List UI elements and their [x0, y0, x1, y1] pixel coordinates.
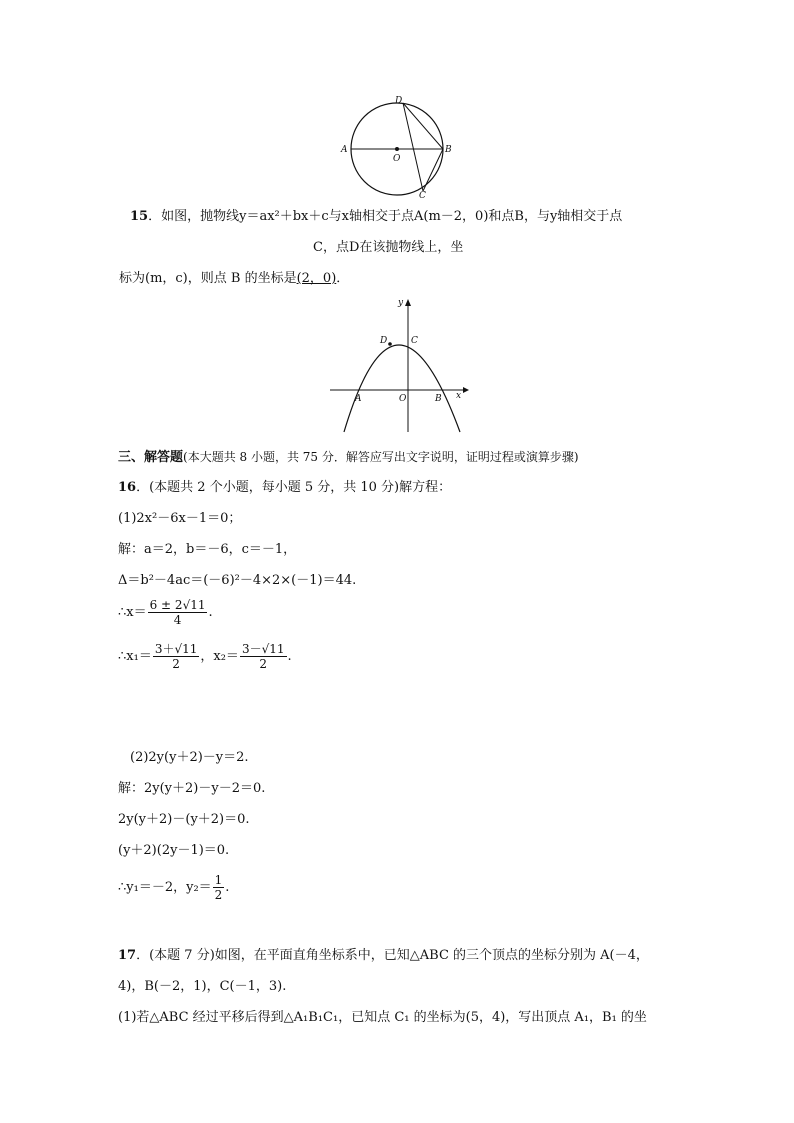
q16-sol4 [118, 873, 229, 902]
section3-title: 三、解答题 [118, 450, 184, 465]
label-o: O [393, 154, 401, 164]
q15-line2: C，点D在该抛物线上，坐 [313, 240, 464, 255]
numerator: 1 [214, 873, 223, 887]
q16-header-text: ．(本题共 2 个小题，每小题 5 分，共 10 分)解方程： [136, 480, 452, 495]
q17-line1 [118, 947, 649, 965]
q16-step4-suffix: . [287, 649, 292, 664]
chord-oc [397, 149, 423, 191]
label-a: A [355, 394, 362, 404]
q16-part2: (2)2y(y＋2)－y＝2. [130, 750, 249, 765]
q17-line3: (1)若△ABC 经过平移后得到△A₁B₁C₁，已知点 C₁ 的坐标为(5，4)，写出顶点 A₁，B₁ 的坐 [118, 1010, 647, 1025]
y-arrow [405, 299, 411, 306]
label-a: A [341, 145, 348, 155]
numerator: 3＋√11 [154, 642, 198, 656]
center-dot [395, 147, 399, 151]
q17-line2: 4)，B(－2，1)，C(－1，3). [118, 979, 287, 994]
point-d [388, 342, 392, 346]
label-c: C [411, 336, 418, 346]
q16-sol2: 2y(y＋2)－(y＋2)＝0. [118, 812, 250, 827]
q17-text1: ．(本题 7 分)如图，在平面直角坐标系中，已知△ABC 的三个顶点的坐标分别为 A(－4， [136, 948, 649, 963]
fraction [153, 642, 200, 671]
label-b: B [445, 145, 452, 155]
q15-text1: ．如图，抛物线y＝ax²＋bx＋c与x轴相交于点A(m－2，0)和点B，与y轴相交于点 [148, 209, 623, 224]
fraction [213, 873, 225, 902]
label-y: y [398, 298, 404, 308]
section3-heading [118, 448, 579, 467]
fraction [148, 598, 208, 627]
chord-dc [403, 103, 423, 191]
label-x: x [456, 391, 462, 401]
q16-step4 [118, 642, 292, 671]
denominator: 2 [214, 888, 223, 902]
q16-step4-mid: ，x₂＝ [200, 649, 239, 664]
x-arrow [463, 387, 469, 393]
label-d: D [395, 96, 403, 106]
q15-answer: (2，0) [296, 271, 337, 286]
q15-suffix: ． [336, 271, 350, 286]
q17-number: 17 [118, 948, 137, 963]
denominator: 2 [172, 657, 180, 671]
q15-prefix: 标为(m，c)，则点 B 的坐标是 [119, 271, 297, 286]
q16-header [118, 479, 451, 497]
label-b: B [435, 394, 442, 404]
q15-line1 [130, 208, 622, 226]
parabola-curve [344, 345, 460, 432]
fraction [240, 642, 287, 671]
q16-sol4-prefix: ∴y₁＝－2，y₂＝ [118, 880, 212, 895]
q16-step1: 解：a＝2，b＝－6，c＝－1， [118, 542, 297, 557]
q16-step2: Δ＝b²－4ac＝(－6)²－4×2×(－1)＝44. [118, 573, 357, 588]
denominator: 4 [173, 613, 182, 627]
q15-number: 15 [130, 209, 149, 224]
label-o: O [399, 394, 407, 404]
q16-step3-prefix: ∴x＝ [118, 605, 147, 620]
numerator: 6 ± 2√11 [149, 598, 206, 612]
circle-figure [335, 92, 460, 202]
q16-sol1: 解：2y(y＋2)－y－2＝0. [118, 781, 266, 796]
q15-line3 [119, 270, 349, 288]
parabola-figure [328, 294, 473, 434]
section3-note: (本大题共 8 小题，共 75 分．解答应写出文字说明，证明过程或演算步骤) [183, 450, 579, 464]
q16-step4-prefix: ∴x₁＝ [118, 649, 152, 664]
numerator: 3－√11 [241, 642, 285, 656]
q16-step3-suffix: . [208, 605, 213, 620]
q16-sol4-suffix: . [225, 880, 230, 895]
q16-step3 [118, 598, 213, 627]
chord-bc [423, 149, 443, 191]
denominator: 2 [259, 657, 268, 671]
label-c: C [419, 191, 426, 201]
q16-part1: (1)2x²－6x－1＝0； [118, 511, 242, 526]
q16-sol3: (y＋2)(2y－1)＝0. [118, 843, 230, 858]
label-d: D [380, 336, 388, 346]
q16-number: 16 [118, 480, 137, 495]
